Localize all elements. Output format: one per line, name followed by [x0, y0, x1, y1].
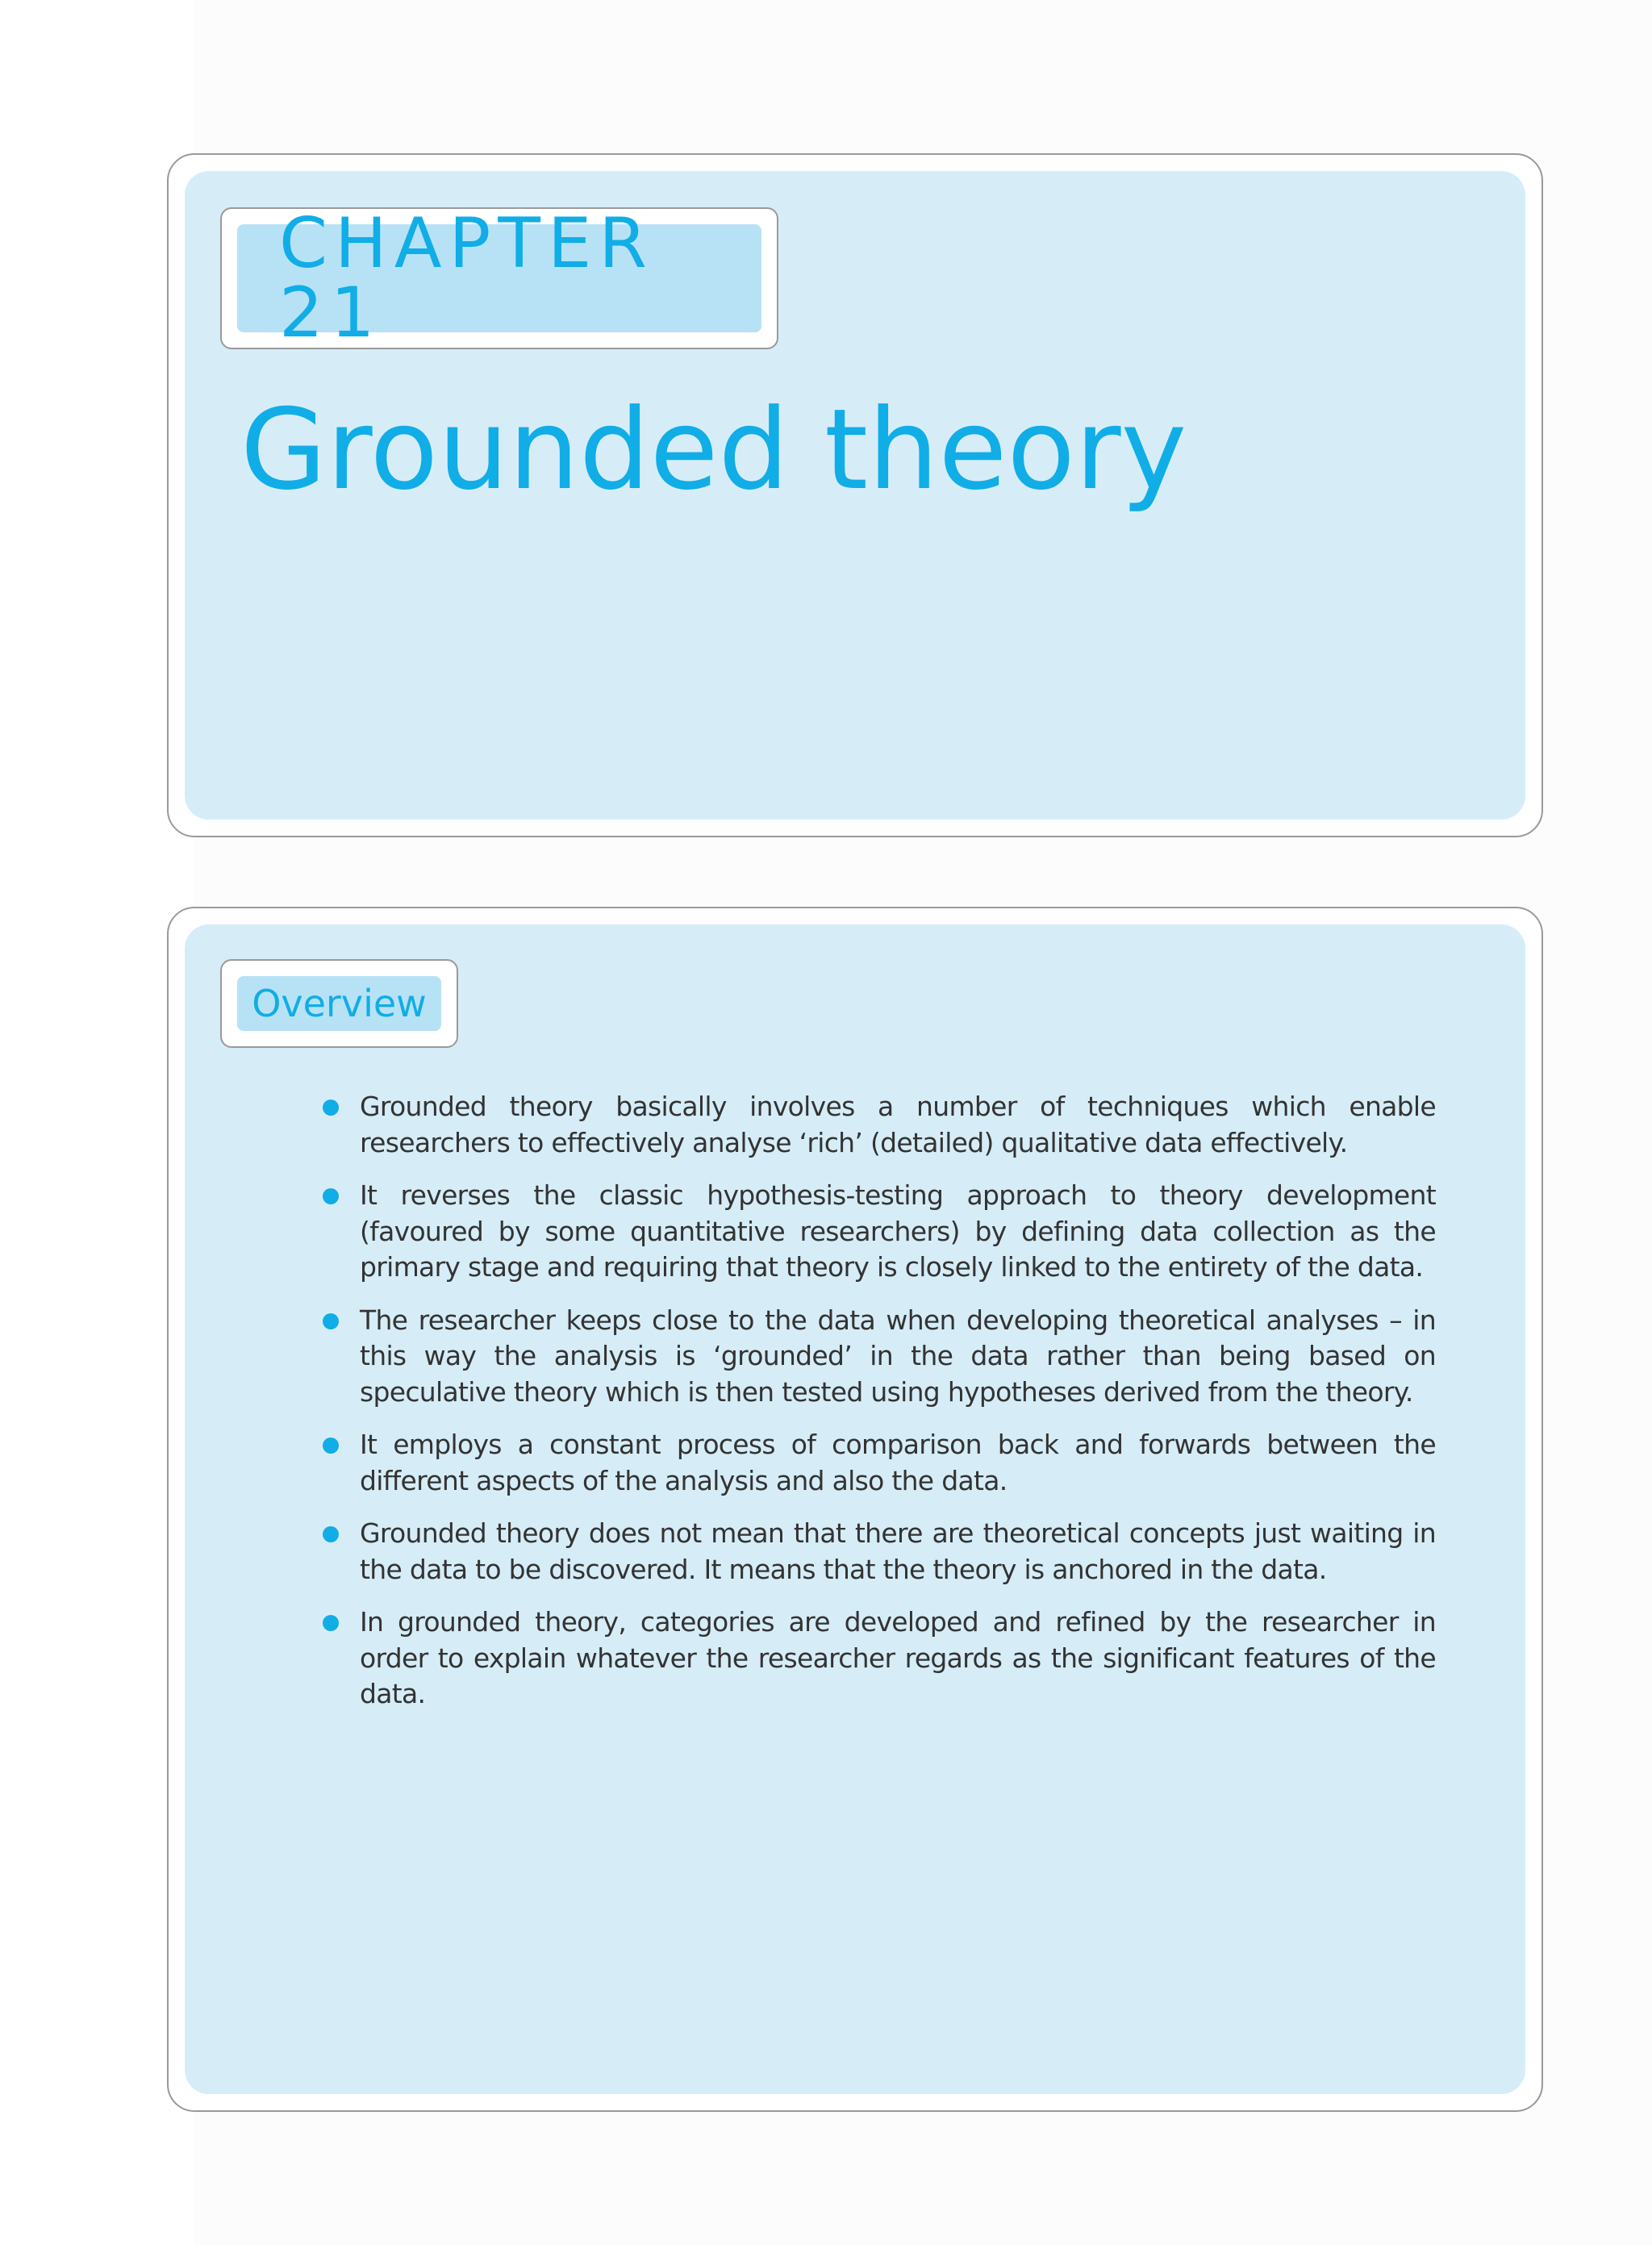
bullet-dot-icon: [323, 1188, 339, 1204]
list-item-text: Grounded theory basically involves a number of techniques which enable researchers to effectively analyse ‘rich’ (detailed) qualitative data effectively.: [360, 1091, 1436, 1158]
list-item-text: The researcher keeps close to the data when developing theoretical analyses – in this way the analysis is ‘grounded’ in the data rather than being based on speculative theory which is then tested using hypotheses derived from the theory.: [360, 1304, 1436, 1408]
list-item-text: Grounded theory does not mean that there are theoretical concepts just waiting in the data to be discovered. It means that the theory is anchored in the data.: [360, 1517, 1436, 1585]
list-item: [323, 1089, 1436, 1161]
overview-bullet-list: [323, 1089, 1436, 1730]
bullet-dot-icon: [323, 1615, 339, 1631]
list-item: [323, 1604, 1436, 1713]
bullet-dot-icon: [323, 1526, 339, 1542]
list-item-text: In grounded theory, categories are developed and refined by the researcher in order to explain whatever the researcher regards as the significant features of the data.: [360, 1606, 1436, 1709]
overview-tab: [220, 959, 458, 1048]
list-item: [323, 1178, 1436, 1286]
chapter-title: Grounded theory: [240, 385, 1187, 515]
list-item: [323, 1516, 1436, 1588]
chapter-number-tab-fill: [237, 203, 761, 353]
bullet-dot-icon: [323, 1438, 339, 1454]
list-item: [323, 1303, 1436, 1411]
bullet-dot-icon: [323, 1313, 339, 1329]
chapter-number-label: CHAPTER 21: [279, 203, 655, 353]
overview-heading: Overview: [252, 982, 427, 1025]
chapter-number-tab: [220, 203, 778, 353]
list-item-text: It employs a constant process of comparison back and forwards between the different aspects of the analysis and also the data.: [360, 1429, 1436, 1496]
bullet-dot-icon: [323, 1100, 339, 1116]
list-item-text: It reverses the classic hypothesis-testing approach to theory development (favoured by some quantitative researchers) by defining data collection as the primary stage and requiring that theory is closely linked to the entirety of the data.: [360, 1179, 1436, 1283]
overview-tab-fill: [237, 976, 441, 1031]
list-item: [323, 1427, 1436, 1499]
